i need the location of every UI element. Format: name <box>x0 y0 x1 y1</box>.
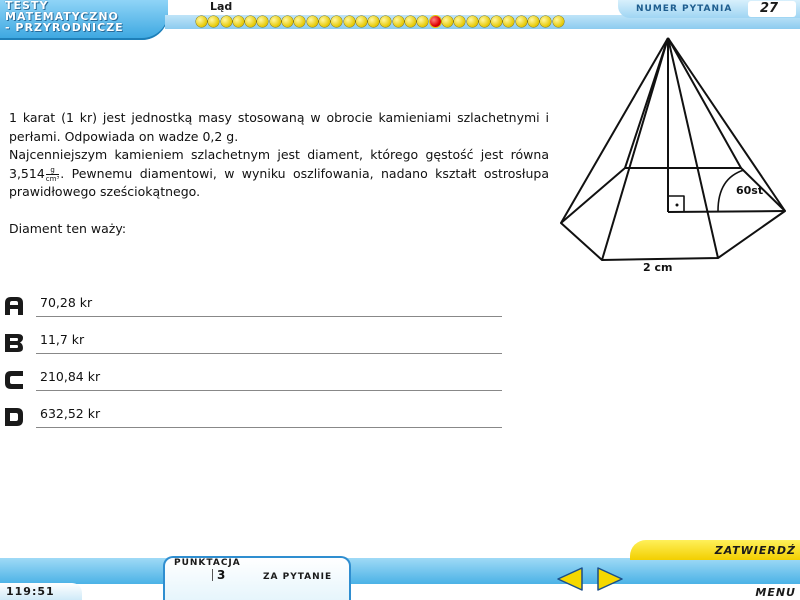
answer-divider <box>36 427 502 428</box>
menu-label: MENU <box>755 586 796 599</box>
hexagonal-pyramid-figure <box>550 34 800 284</box>
menu-button[interactable] <box>740 586 800 600</box>
lateral-edge <box>602 38 668 260</box>
footer-band <box>0 558 800 584</box>
density-unit-denominator: cm³ <box>45 174 60 183</box>
progress-dots <box>196 16 564 28</box>
logo-line-1: TESTY <box>5 0 49 12</box>
progress-dot <box>393 16 404 27</box>
answer-a-text: 70,28 kr <box>40 295 93 310</box>
logo-line-2: MATEMATYCZNO <box>5 10 119 23</box>
progress-dot <box>331 16 342 27</box>
letter-d-icon <box>3 406 25 428</box>
score-suffix: ZA PYTANIE <box>263 572 333 582</box>
progress-dot <box>380 16 391 27</box>
score-separator <box>212 569 213 581</box>
progress-dot <box>294 16 305 27</box>
progress-dot <box>368 16 379 27</box>
answer-b-text: 11,7 kr <box>40 332 85 347</box>
answer-c-text: 210,84 kr <box>40 369 101 384</box>
lateral-edge <box>668 38 785 211</box>
submit-label: ZATWIERDŹ <box>714 544 796 557</box>
arrow-right-icon[interactable] <box>596 566 624 592</box>
progress-dot <box>503 16 514 27</box>
score-label: PUNKTACJA <box>174 558 241 568</box>
letter-b-icon <box>3 332 25 354</box>
pyramid-base <box>561 168 785 260</box>
edge-length-label: 2 cm <box>643 261 673 274</box>
progress-dot <box>528 16 539 27</box>
lateral-edge <box>561 38 668 223</box>
question-text <box>9 109 549 238</box>
footer-bottom <box>0 584 800 600</box>
progress-dot <box>208 16 219 27</box>
logo-line-3: - PRZYRODNICZE <box>5 21 124 34</box>
progress-dot <box>307 16 318 27</box>
answer-divider <box>36 353 502 354</box>
progress-dot <box>467 16 478 27</box>
density-unit-numerator: g <box>46 166 59 175</box>
progress-dot <box>553 16 564 27</box>
question-number: 27 <box>760 1 779 16</box>
progress-dot <box>454 16 465 27</box>
question-line-2-end: . Pewnemu diamentowi, w wyniku oszlifowania, nadano kształt ostrosłupa prawidłowego sześciokątnego. <box>9 165 549 199</box>
timer: 119:51 <box>6 585 55 598</box>
base-radius <box>668 211 785 212</box>
question-prompt: Diament ten waży: <box>9 220 127 236</box>
progress-dot <box>356 16 367 27</box>
question-line-2-start: Najcenniejszym kamieniem szlachetnym jest diament, którego gęstość jest równa 3,514 <box>9 147 549 181</box>
category-title: Ląd <box>210 0 233 13</box>
question-line-2 <box>9 146 549 202</box>
answer-a[interactable] <box>0 294 505 331</box>
progress-dot <box>245 16 256 27</box>
answer-divider <box>36 390 502 391</box>
progress-dot <box>491 16 502 27</box>
progress-dot <box>540 16 551 27</box>
right-angle-dot <box>676 204 679 207</box>
progress-dot <box>196 16 207 27</box>
app-logo <box>0 0 168 40</box>
progress-dot <box>282 16 293 27</box>
progress-dot <box>344 16 355 27</box>
progress-dot <box>442 16 453 27</box>
answer-c[interactable] <box>0 368 505 405</box>
answer-d[interactable] <box>0 405 505 442</box>
arrow-left-icon[interactable] <box>556 566 584 592</box>
lateral-edge <box>668 38 741 168</box>
pyramid-diagram <box>550 34 800 284</box>
letter-c-icon <box>3 369 25 391</box>
answer-b[interactable] <box>0 331 505 368</box>
progress-dot <box>257 16 268 27</box>
submit-button[interactable] <box>630 540 800 560</box>
progress-dot <box>221 16 232 27</box>
progress-dot <box>516 16 527 27</box>
progress-dot <box>319 16 330 27</box>
progress-dot <box>233 16 244 27</box>
progress-dot <box>479 16 490 27</box>
progress-dot <box>270 16 281 27</box>
density-unit <box>46 166 59 183</box>
progress-dot <box>405 16 416 27</box>
answer-d-text: 632,52 kr <box>40 406 101 421</box>
progress-dot-current <box>430 16 441 27</box>
angle-label: 60st <box>736 184 764 197</box>
progress-dot <box>417 16 428 27</box>
score-value: 3 <box>217 568 226 582</box>
lateral-edge <box>668 38 718 258</box>
question-number-label: NUMER PYTANIA <box>636 4 733 14</box>
letter-a-icon <box>3 295 25 317</box>
answer-divider <box>36 316 502 317</box>
question-line-1: 1 karat (1 kr) jest jednostką masy stosowaną w obrocie kamieniami szlachetnymi i perłami. Odpowiada on wadze 0,2 g. <box>9 110 549 144</box>
